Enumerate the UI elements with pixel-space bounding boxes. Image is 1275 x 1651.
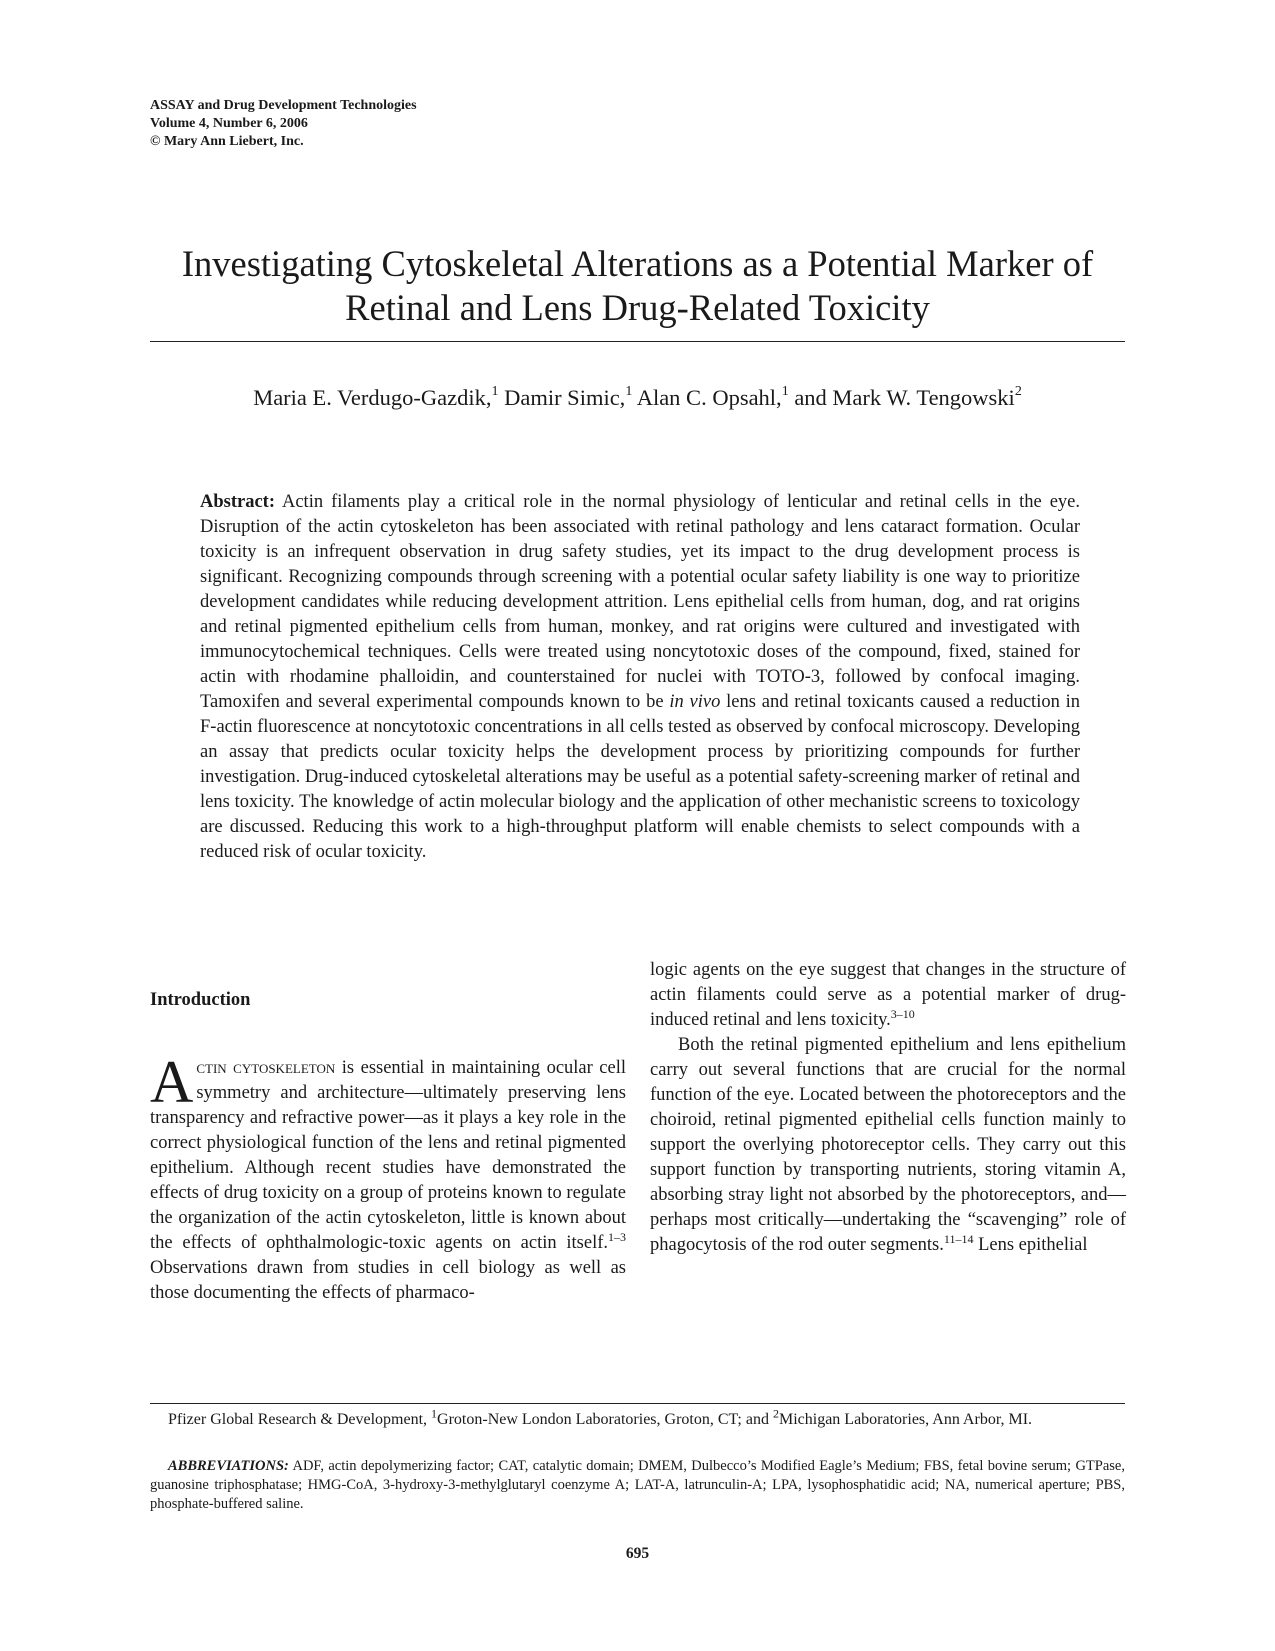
article-title [150,242,1125,330]
intro-paragraph-2 [650,1033,1126,1258]
author-affiliation-mark: 2 [1014,383,1022,399]
affiliation-text: Groton-New London Laboratories, Groton, CT; and [437,1411,773,1428]
author-affiliation-mark: 1 [491,383,499,399]
journal-header [150,97,417,151]
abstract [200,490,1080,865]
footnote-divider [150,1403,1125,1404]
abbreviations-label: ABBREVIATIONS: [168,1458,289,1474]
author-list [150,384,1125,412]
title-line-1: Investigating Cytoskeletal Alterations as a Potential Marker of [181,243,1094,284]
abstract-italic-term: in vivo [669,692,721,712]
author-affiliation-mark: 1 [625,383,633,399]
abbreviations-text: ADF, actin depolymerizing factor; CAT, catalytic domain; DMEM, Dulbecco’s Modified Eagle’s Medium; FBS, fetal bovine serum; GTPase, guanosine triphosphatase; HMG-CoA, 3-hydroxy-3-methylglutaryl coenzyme A; LAT-A, latrunculin-A; LPA, lysophosphatidic acid; NA, numerical aperture; PBS, phosphate-buffered saline. [150,1458,1125,1512]
citation-ref: 1–3 [608,1229,626,1244]
intro-paragraph-1-continued [650,958,1126,1033]
author-affiliation-mark: 1 [781,383,789,399]
left-column [150,990,627,1306]
page-number: 695 [625,1545,650,1562]
author-name: Damir Simic, [498,385,626,410]
affiliation-mark: 2 [772,1406,779,1421]
intro-paragraph-2-text: Both the retinal pigmented epithelium and lens epithelium carry out several functions that are crucial for the normal function of the eye. Located between the photoreceptors and the choiroid, retinal pigmented epithelial cells function mainly to support the overlying photoreceptor cells. They carry out this support function by transporting nutrients, storing vitamin A, absorbing stray light not absorbed by the photoreceptors, and—perhaps most critically—undertaking the “scavenging” role of phagocytosis of the rod outer segments. [650,1035,1126,1255]
journal-name: ASSAY and Drug Development Technologies [150,98,417,113]
abstract-text: Actin filaments play a critical role in the normal physiology of lenticular and retinal cells in the eye. Disruption of the actin cytoskeleton has been associated with retinal pathology and lens cataract formation. Ocular toxicity is an infrequent observation in drug safety studies, yet its impact to the drug development process is significant. Recognizing compounds through screening with a potential ocular safety liability is one way to prioritize development candidates while reducing development attrition. Lens epithelial cells from human, dog, and rat origins and retinal pigmented epithelium cells from human, monkey, and rat origins were cultured and investigated with immunocytochemical techniques. Cells were treated using noncytotoxic doses of the compound, fixed, stained for actin with rhodamine phalloidin, and counterstained for nuclei with TOTO-3, followed by confocal imaging. Tamoxifen and several experimental compounds known to be [200,492,1080,712]
author-name: Maria E. Verdugo-Gazdik, [253,385,492,410]
intro-paragraph-1-text: is essential in maintaining ocular cell symmetry and architecture—ultimately preserving lens transparency and refractive power—as it plays a key role in the correct physiological function of the lens and retinal pigmented epithelium. Although recent studies have demonstrated the effects of drug toxicity on a group of proteins known to regulate the organization of the actin cytoskeleton, little is known about the effects of ophthalmologic-toxic agents on actin itself. [150,1058,627,1253]
abbreviations [150,1457,1125,1514]
intro-paragraph-1 [150,1049,627,1306]
abstract-text-continued: lens and retinal toxicants caused a reduction in F-actin fluorescence at noncytotoxic concentrations in all cells tested as observed by confocal microscopy. Developing an assay that predicts ocular toxicity helps the development process by prioritizing compounds for further investigation. Drug-induced cytoskeletal alterations may be useful as a potential safety-screening marker of retinal and lens toxicity. The knowledge of actin molecular biology and the application of other mechanistic screens to toxicology are discussed. Reducing this work to a high-throughput platform will enable chemists to select compounds with a reduced risk of ocular toxicity. [200,692,1081,862]
journal-volume: Volume 4, Number 6, 2006 [150,116,308,131]
citation-ref: 3–10 [890,1006,915,1021]
abstract-label: Abstract: [200,492,276,512]
section-heading-introduction: Introduction [150,990,251,1010]
intro-paragraph-2-text-end: Lens epithelial [973,1235,1088,1255]
affiliation-mark: 1 [431,1406,438,1421]
intro-paragraph-1-text-end: Observations drawn from studies in cell biology as well as those documenting the effects of pharmaco- [150,1258,626,1303]
journal-copyright: © Mary Ann Liebert, Inc. [150,134,304,149]
author-name: and Mark W. Tengowski [788,385,1015,410]
affiliations [150,1406,1125,1430]
title-line-2: Retinal and Lens Drug-Related Toxicity [345,287,930,328]
author-name: Alan C. Opsahl, [632,385,782,410]
affiliation-text: Michigan Laboratories, Ann Arbor, MI. [778,1411,1033,1428]
intro-paragraph-1-tail: logic agents on the eye suggest that changes in the structure of actin filaments could serve as a potential marker of drug-induced retinal and lens toxicity. [650,960,1126,1030]
affiliation-text: Pfizer Global Research & Development, [168,1411,432,1428]
drop-cap: A [150,1049,194,1115]
right-column [650,958,1126,1258]
title-divider [150,341,1125,342]
intro-smallcaps-lead: ctin cytoskeleton [196,1058,336,1078]
citation-ref: 11–14 [943,1231,974,1246]
